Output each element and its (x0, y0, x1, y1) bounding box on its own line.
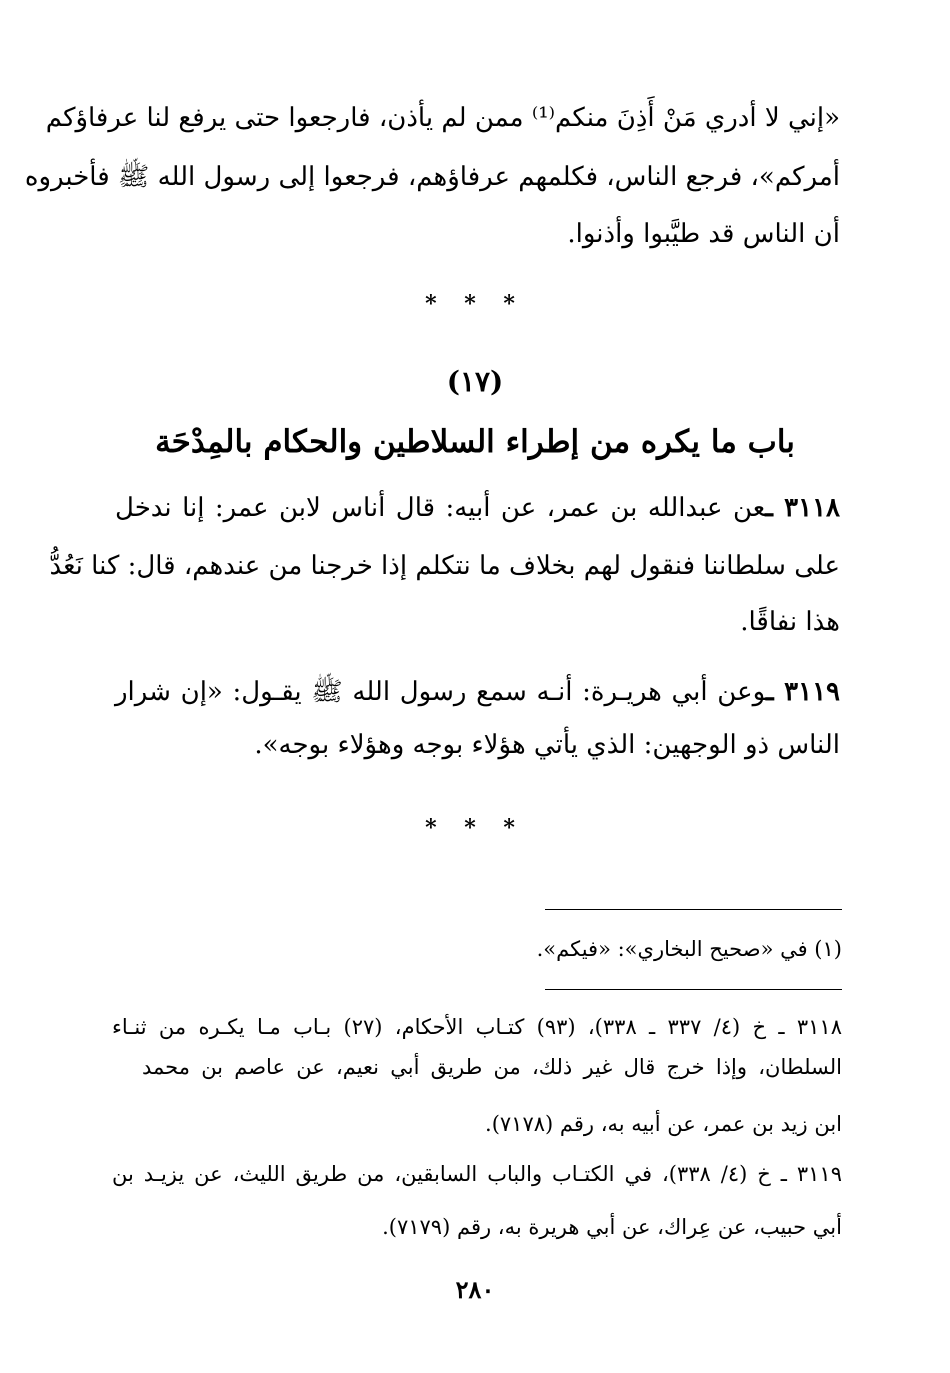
reference-3118-line-1: ٣١١٨ ـ خ (٤/ ٣٣٧ ـ ٣٣٨)، (٩٣) كتـاب الأحكام، (٢٧) بـاب مـا يكـره من ثنـاء (112, 1015, 842, 1039)
reference-3119-line-1: ٣١١٩ ـ خ (٤/ ٣٣٨)، في الكتـاب والباب السابقين، من طريق الليث، عن يزيـد بن (112, 1162, 842, 1186)
intro-line-2: أمركم»، فرجع الناس، فكلمهم عرفاؤهم، فرجعوا إلى رسول الله ﷺ فأخبروه (24, 162, 840, 192)
separator-stars-bottom: * * * (425, 815, 525, 841)
hadith-3118-line-2: على سلطاننا فنقول لهم بخلاف ما نتكلم إذا خرجنا من عندهم، قال: كنا نَعُدُّ (49, 551, 840, 581)
chapter-number: (١٧) (446, 365, 504, 398)
hadith-3119-line-1 (115, 672, 840, 712)
reference-3118-line-3: ابن زيد بن عمر، عن أبيه به، رقم (٧١٧٨). (485, 1112, 842, 1136)
hadith-3119-number: ٣١١٩ ـ (766, 677, 840, 707)
hadith-3118-line-3: هذا نفاقًا. (740, 607, 840, 637)
hadith-3119-line-2: الناس ذو الوجهين: الذي يأتي هؤلاء بوجه وهؤلاء بوجه». (254, 730, 840, 760)
reference-3119-line-2: أبي حبيب، عن عِراك، عن أبي هريرة به، رقم (٧١٧٩). (382, 1215, 842, 1239)
footnote-rule-bottom (545, 989, 842, 990)
hadith-3118-number: ٣١١٨ ـ (765, 493, 840, 523)
footnote-rule-top (545, 909, 842, 910)
hadith-3118-line-1 (115, 488, 840, 528)
intro-line-3: أن الناس قد طيَّبوا وأذنوا. (567, 219, 840, 249)
hadith-3119-text-1: وعن أبي هريـرة: أنـه سمع رسول الله ﷺ يقـول: «إن شرار (115, 677, 767, 707)
chapter-title: باب ما يكره من إطراء السلاطين والحكام بالمِدْحَة (155, 424, 795, 460)
reference-3118-line-2: السلطان، وإذا خرج قال غير ذلك، من طريق أبي نعيم، عن عاصم بن محمد (142, 1055, 843, 1079)
footnote-1: (١) في «صحيح البخاري»: «فيكم». (536, 937, 842, 961)
page-number: ٢٨٠ (455, 1275, 495, 1304)
intro-line-1: «إني لا أدري مَنْ أَذِنَ منكم⁽¹⁾ ممن لم يأذن، فارجعوا حتى يرفع لنا عرفاؤكم (45, 103, 840, 133)
separator-stars-top: * * * (425, 291, 525, 317)
hadith-3118-text-1: عن عبدالله بن عمر، عن أبيه: قال أناس لابن عمر: إنا ندخل (115, 493, 766, 523)
